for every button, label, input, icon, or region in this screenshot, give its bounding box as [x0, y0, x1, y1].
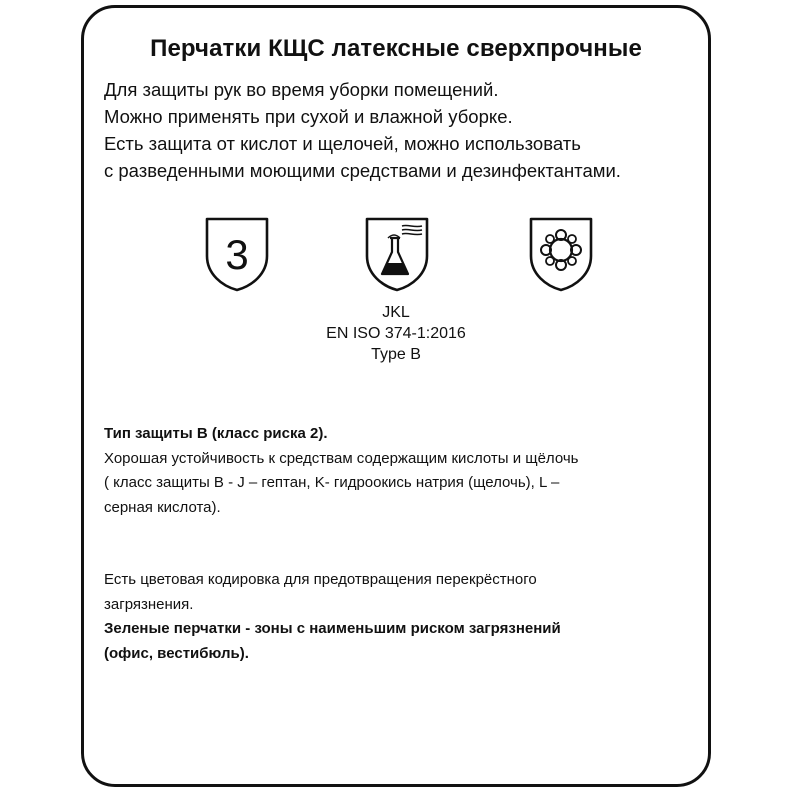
- protection-line: Хорошая устойчивость к средствам содержащим кислоты и щёлочь: [104, 449, 579, 467]
- standard-type: Type B: [371, 346, 421, 363]
- standard-block: [84, 302, 708, 365]
- shield-digit: 3: [225, 231, 249, 278]
- protection-heading: Тип защиты В (класс риска 2).: [104, 425, 328, 442]
- intro-line: с разведенными моющими средствами и дезинфектантами.: [104, 160, 621, 181]
- color-coding-line: загрязнения.: [104, 595, 194, 613]
- paragraph-gap: [104, 520, 694, 544]
- shield-microorganism-icon: [528, 216, 594, 292]
- standard-codes: JKL: [382, 304, 410, 321]
- protection-line: серная кислота).: [104, 498, 221, 516]
- paragraph-gap: [104, 544, 694, 568]
- shield-digit-3-icon: [204, 216, 270, 292]
- color-coding-line: Есть цветовая кодировка для предотвращения перекрёстного: [104, 571, 537, 588]
- info-card: [81, 5, 711, 787]
- standard-norm: EN ISO 374-1:2016: [326, 325, 466, 342]
- intro-line: Можно применять при сухой и влажной уборке.: [104, 106, 513, 127]
- page-title: Перчатки КЩС латексные сверхпрочные: [150, 35, 642, 62]
- color-coding-bold-line: Зеленые перчатки - зоны с наименьшим риском загрязнений: [104, 620, 561, 637]
- protection-line: ( класс защиты В - J – гептан, K- гидроокись натрия (щелочь), L –: [104, 474, 560, 491]
- shield-chemical-flask-icon: [364, 216, 430, 292]
- intro-line: Для защиты рук во время уборки помещений.: [104, 79, 499, 100]
- intro-text: [104, 76, 704, 184]
- color-coding-bold-line: (офис, вестибюль).: [104, 644, 249, 662]
- certification-icons: [84, 216, 714, 296]
- intro-line: Есть защита от кислот и щелочей, можно использовать: [104, 133, 581, 154]
- description-text: [104, 422, 694, 666]
